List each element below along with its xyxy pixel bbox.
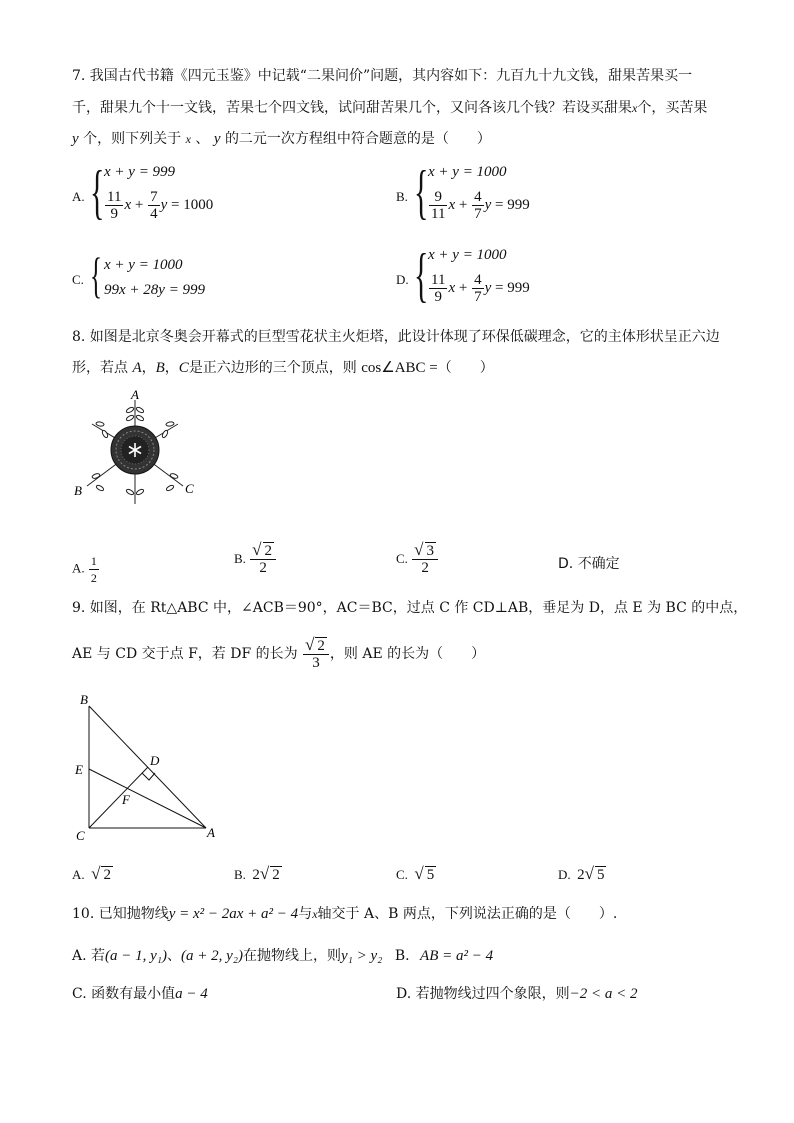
q7-line-3-mid: 个，则下列关于 — [83, 131, 182, 147]
q7-option-d-eq2: $\frac{11}{9}$ x + $\frac{4}{7}$ y = 999 — [431, 272, 530, 305]
q7-line-2-text: 千，甜果九个十一文钱，苦果七个四文钱，试问甜苦果几个，又问各该几个钱？若设买甜果 — [72, 100, 632, 116]
right-angle-mark — [142, 773, 155, 780]
q7-option-d-brace: { — [414, 242, 429, 308]
q9-option-a: A. √ 2 — [72, 864, 111, 883]
snowflake-label-a: A — [131, 388, 139, 402]
q7-option-d-label: D. — [396, 272, 409, 287]
snowflake-label-c: C — [185, 481, 194, 496]
q9-option-b: B. 2√ 2 — [234, 864, 280, 883]
q7-option-a-brace: { — [90, 159, 105, 225]
q8-option-b: B. $\frac{√ 2}{2}$ — [234, 542, 277, 576]
q10-option-a-b: A. 若(a − 1, y₁)、(a + 2, y₂)在抛物线上，则y₁ > y₂ B. AB = a² − 4 — [72, 948, 494, 964]
q7-option-b-eq1: x + y = 1000 — [428, 164, 507, 180]
q7-var-x: x — [632, 101, 638, 115]
q7-option-c-brace: { — [90, 247, 102, 303]
q7-option-c-eq1: x + y = 1000 — [104, 257, 183, 273]
q9-option-c: C. √ 5 — [396, 864, 435, 883]
segment-cd — [89, 767, 148, 828]
label-f: F — [122, 792, 130, 807]
q10-option-c: C. 函数有最小值a − 4 — [72, 986, 208, 1002]
label-a: A — [207, 825, 215, 840]
q7-option-a-label: A. — [72, 189, 85, 204]
q7-option-d-eq1: x + y = 1000 — [428, 247, 507, 263]
q9-option-d: D. 2√ 5 — [558, 864, 605, 883]
q10-option-d: D. 若抛物线过四个象限，则−2 < a < 2 — [396, 986, 638, 1002]
q9-line-1: 9. 如图，在 Rt△ABC 中，∠ACB＝90°，AC＝BC，过点 C 作 CD⊥AB，垂足为 D，点 E 为 BC 的中点， — [72, 600, 748, 616]
q9-triangle-figure — [72, 690, 232, 845]
q7-option-b-brace: { — [414, 159, 429, 225]
label-e: E — [75, 762, 83, 777]
q7-option-a-eq2: $\frac{11}{9}$ x + $\frac{7}{4}$ y = 1000 — [107, 189, 214, 222]
label-b: B — [80, 692, 88, 707]
q7-line-1: 7. 我国古代书籍《四元玉鉴》中记载“二果问价”问题，其内容如下：九百九十九文钱，甜果苦果买一 — [72, 68, 693, 84]
q7-option-b-eq2: $\frac{9}{11}$ x + $\frac{4}{7}$ y = 999 — [431, 189, 530, 222]
q7-line-3-sep: 、 — [195, 131, 210, 147]
q7-option-b-label: B. — [396, 189, 408, 204]
q7-var-y2: y — [213, 131, 221, 147]
label-c: C — [76, 828, 85, 843]
q8-line-2: 形，若点 A，B，C是正六边形的三个顶点，则 cos∠ABC =（ ） — [72, 360, 494, 376]
q7-var-y: y — [72, 131, 79, 147]
q7-option-a-eq1: x + y = 999 — [104, 164, 176, 180]
q7-option-c-label: C. — [72, 272, 84, 287]
q7-line-3-tail: 的二元一次方程组中符合题意的是（ ） — [224, 131, 491, 147]
q7-line-3 — [72, 129, 491, 149]
q7-option-c-eq2: 99x + 28y = 999 — [104, 282, 206, 298]
snowflake-torch-figure — [72, 388, 202, 516]
q8-option-a: A. $\frac{1}{2}$ — [72, 554, 97, 585]
q7-line-2-tail: 个，买苦果 — [637, 100, 708, 116]
q8-option-c: C. $\frac{√ 3}{2}$ — [396, 542, 439, 576]
q8-line-1: 8. 如图是北京冬奥会开幕式的巨型雪花状主火炬塔，此设计体现了环保低碳理念，它的主体形状呈正六边 — [72, 329, 720, 345]
q10-line-1: 10. 已知抛物线y = x² − 2ax + a² − 4与x轴交于 A、B 两点，下列说法正确的是（ ）. — [72, 906, 618, 922]
q9-line-2: AE 与 CD 交于点 F，若 DF 的长为 $\frac{√ 2}{3}$ ，则 AE 的长为（ ） — [72, 635, 486, 671]
q7-line-2 — [72, 98, 707, 118]
q7-var-x2: x — [185, 132, 191, 146]
label-d: D — [150, 753, 160, 768]
snowflake-label-b: B — [74, 483, 82, 498]
q8-option-d: D. 不确定 — [558, 556, 620, 572]
